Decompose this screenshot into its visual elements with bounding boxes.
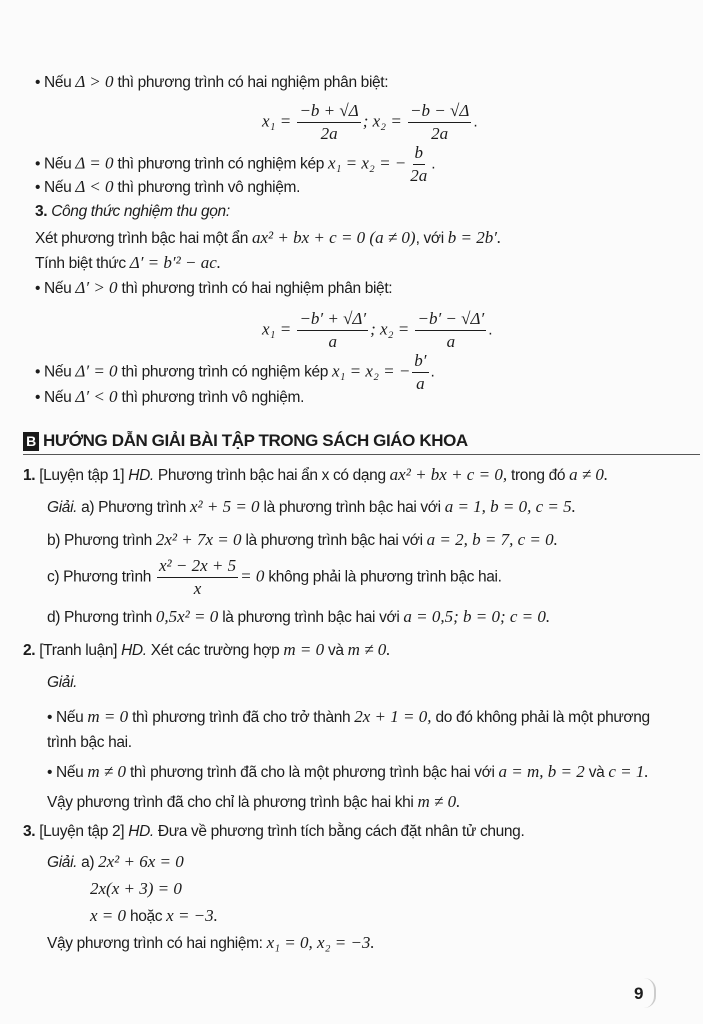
exercise-2-case-1: [47, 707, 650, 728]
text: Đưa về phương trình tích bằng cách đặt nhân tử chung.: [153, 823, 525, 840]
exercise-2-case-2: [47, 762, 649, 783]
exercise-1-heading: [23, 465, 608, 486]
text: • Nếu: [35, 363, 76, 381]
numerator: x² − 2x + 5: [157, 555, 238, 578]
text: , với: [415, 230, 448, 247]
text: là phương trình bậc hai với: [241, 532, 427, 549]
denominator: 2a: [431, 124, 449, 143]
fraction: [415, 308, 486, 353]
theory-consider-line: [35, 228, 501, 249]
theory-bullet-deltap-negative: [35, 387, 304, 408]
numerator: −b − √Δ: [408, 100, 471, 123]
text: • Nếu: [35, 179, 76, 196]
math: a = m, b = 2: [498, 762, 585, 781]
text: Giải.: [47, 499, 78, 516]
text: và: [324, 642, 348, 659]
text: là phương trình bậc hai với: [259, 499, 445, 516]
text: • Nếu: [35, 389, 76, 406]
math: x = 0: [90, 906, 127, 925]
math: c = 1.: [608, 762, 649, 781]
math: b = 2b′.: [447, 228, 502, 247]
text: thì phương trình có hai nghiệm phân biệt:: [113, 74, 389, 91]
text: c) Phương trình: [47, 568, 155, 586]
text: • Nếu: [35, 155, 76, 173]
text: [Tranh luận]: [35, 642, 122, 659]
fraction: [412, 350, 428, 395]
exercise-number: 1.: [23, 467, 36, 484]
section-b-header: [23, 430, 700, 455]
text: Tính biệt thức: [35, 255, 130, 272]
page-number-bracket: [644, 978, 656, 1008]
text: thì phương trình vô nghiệm.: [113, 179, 301, 196]
text: Vậy phương trình đã cho chỉ là phương trình bậc hai khi: [47, 794, 418, 811]
denominator: 2a: [320, 124, 338, 143]
text: [Luyện tập 1]: [35, 467, 129, 484]
math: x₁ =: [262, 319, 296, 339]
text: trong đó: [507, 467, 570, 484]
text: HD.: [128, 467, 154, 484]
denominator: a: [328, 332, 338, 351]
text: là phương trình bậc hai với: [218, 609, 404, 626]
text: Xét các trường hợp: [146, 642, 284, 659]
exercise-3-heading: [23, 822, 524, 842]
math: ax² + bx + c = 0,: [389, 465, 508, 484]
exercise-2-conclusion: [47, 792, 460, 813]
exercise-2-solution-label: [47, 673, 77, 693]
text: Vậy phương trình có hai nghiệm:: [47, 935, 267, 952]
text: thì phương trình có hai nghiệm phân biệt:: [117, 280, 393, 297]
math: a = 2, b = 7, c = 0.: [426, 530, 558, 549]
numerator: −b + √Δ: [297, 100, 360, 123]
text: a): [77, 854, 99, 871]
math: m ≠ 0.: [347, 640, 391, 659]
fraction: [297, 100, 360, 145]
section-badge: B: [23, 432, 39, 451]
text: • Nếu: [47, 764, 88, 781]
text: thì phương trình đã cho trở thành: [128, 709, 355, 726]
numerator: b′: [412, 350, 428, 373]
math: m = 0: [87, 707, 129, 726]
text: b) Phương trình: [47, 532, 156, 549]
text: a) Phương trình: [77, 499, 190, 516]
exercise-1-part-c: [47, 555, 502, 600]
exercise-number: 2.: [23, 642, 36, 659]
math: 2x + 1 = 0,: [354, 707, 432, 726]
math: Δ′ < 0: [75, 387, 118, 406]
exercise-3-step-2: [90, 879, 182, 900]
math: x² + 5 = 0: [189, 497, 260, 516]
theory-bullet-deltap-positive: [35, 278, 392, 299]
math: m ≠ 0.: [417, 792, 461, 811]
math: x₁ =: [262, 111, 296, 131]
page-number: 9: [634, 984, 644, 1003]
heading-title: Công thức nghiệm thu gọn:: [47, 203, 230, 220]
text: • Nếu: [35, 74, 76, 91]
math: x₁ = x₂ = −: [331, 361, 411, 381]
text: d) Phương trình: [47, 609, 156, 626]
numerator: −b′ + √Δ′: [297, 308, 368, 331]
text: thì phương trình có nghiệm kép: [117, 363, 332, 381]
text: do đó không phải là một phương: [431, 709, 650, 726]
math: ax² + bx + c = 0 (a ≠ 0): [252, 228, 416, 247]
theory-bullet-delta-negative: [35, 177, 300, 198]
exercise-3-step-1: [47, 852, 184, 873]
denominator: 2a: [410, 166, 428, 185]
theory-discriminant-line: [35, 253, 221, 274]
text: thì phương trình vô nghiệm.: [117, 389, 305, 406]
text: Xét phương trình bậc hai một ẩn: [35, 230, 253, 247]
section-title: HƯỚNG DẪN GIẢI BÀI TẬP TRONG SÁCH GIÁO KHOA: [43, 431, 468, 450]
text: Phương trình bậc hai ẩn x có dạng: [153, 467, 390, 484]
math: = 0: [240, 566, 265, 586]
heading-reduced-formula: [35, 202, 230, 222]
text: thì phương trình có nghiệm kép: [113, 155, 328, 173]
fraction: [297, 308, 368, 353]
math: ; x₂ =: [370, 319, 414, 339]
text: không phải là phương trình bậc hai.: [264, 568, 502, 586]
fraction: [408, 142, 429, 187]
formula-roots: [262, 100, 477, 145]
math: 0,5x² = 0: [155, 607, 219, 626]
math: m ≠ 0: [87, 762, 126, 781]
text: Giải.: [47, 854, 78, 871]
exercise-1-part-b: [47, 530, 558, 551]
theory-bullet-delta-positive: [35, 72, 388, 93]
exercise-3-conclusion: [47, 933, 375, 954]
text: .: [488, 321, 493, 339]
exercise-3-step-3: [90, 906, 218, 927]
formula-reduced-roots: [262, 308, 492, 353]
text: Giải.: [47, 674, 78, 691]
text: .: [431, 155, 436, 173]
fraction: [408, 100, 471, 145]
text: thì phương trình đã cho là một phương trình bậc hai với: [125, 764, 499, 781]
heading-number: 3.: [35, 203, 48, 220]
math: Δ′ = 0: [75, 361, 118, 381]
math: 2x² + 7x = 0: [155, 530, 242, 549]
math: a = 0,5; b = 0; c = 0.: [403, 607, 551, 626]
math: Δ = 0: [75, 153, 114, 173]
text: • Nếu: [47, 709, 88, 726]
exercise-number: 3.: [23, 823, 36, 840]
denominator: x: [193, 579, 202, 598]
denominator: a: [416, 374, 425, 393]
exercise-2-case-1-cont: [47, 733, 132, 753]
denominator: a: [446, 332, 456, 351]
text: .: [473, 113, 478, 131]
math: x₁ = x₂ = −: [327, 153, 407, 173]
exercise-2-heading: [23, 640, 391, 661]
text: và: [584, 764, 609, 781]
text: HD.: [121, 642, 147, 659]
exercise-1-part-d: [47, 607, 550, 628]
text: .: [430, 363, 435, 381]
math: x = −3.: [166, 906, 218, 925]
text: trình bậc hai.: [47, 734, 132, 751]
math: x₁ = 0, x₂ = −3.: [266, 933, 375, 952]
math: Δ < 0: [75, 177, 114, 196]
math: m = 0: [283, 640, 325, 659]
math: Δ′ = b′² − ac.: [129, 253, 221, 272]
math: 2x(x + 3) = 0: [90, 879, 182, 898]
numerator: b: [413, 142, 426, 165]
fraction: [157, 555, 238, 600]
math: a ≠ 0.: [569, 465, 609, 484]
math: 2x² + 6x = 0: [98, 852, 184, 871]
math: ; x₂ =: [362, 111, 407, 131]
text: [Luyện tập 2]: [35, 823, 129, 840]
math: Δ′ > 0: [75, 278, 118, 297]
numerator: −b′ − √Δ′: [415, 308, 486, 331]
math: a = 1, b = 0, c = 5.: [444, 497, 576, 516]
exercise-1-part-a: [47, 497, 576, 518]
text: hoặc: [126, 908, 167, 925]
text: • Nếu: [35, 280, 76, 297]
math: Δ > 0: [75, 72, 114, 91]
text: HD.: [128, 823, 154, 840]
